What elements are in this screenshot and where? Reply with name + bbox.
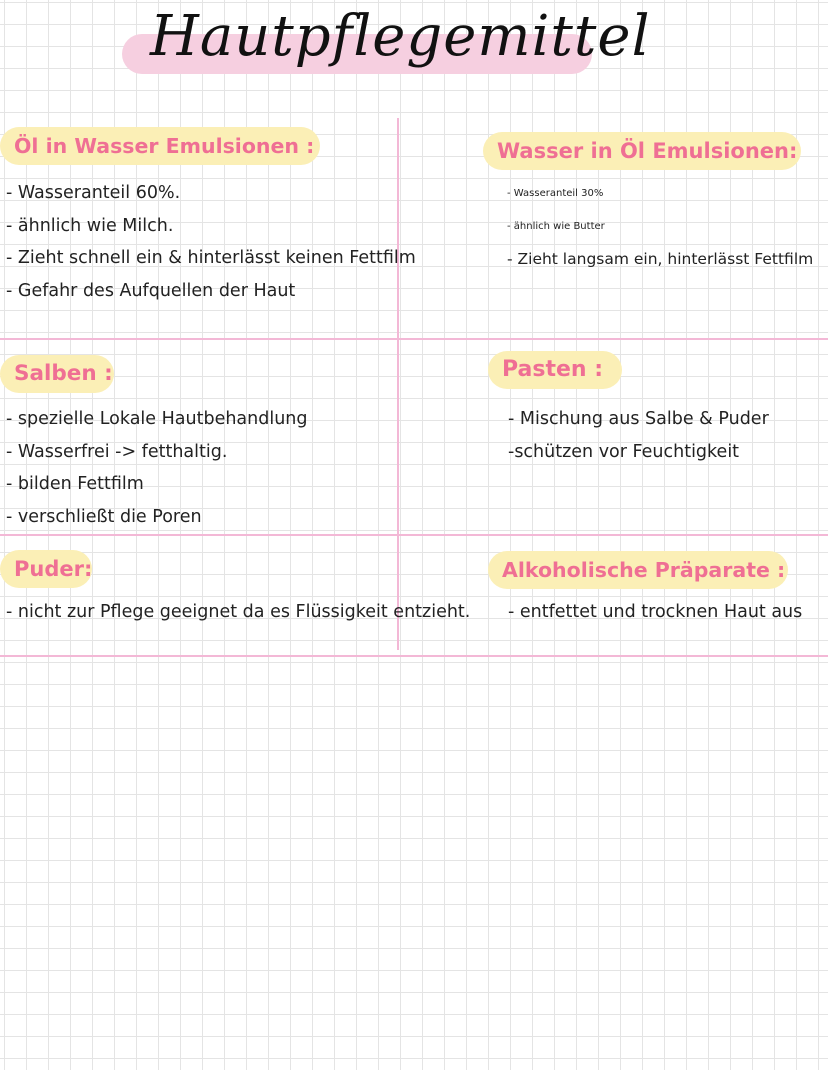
heading-oel-in-wasser: Öl in Wasser Emulsionen : xyxy=(0,127,320,165)
list-item: - ähnlich wie Butter xyxy=(507,220,605,232)
list-wasser-in-oel xyxy=(507,178,813,276)
heading-alkoholische-praeparate: Alkoholische Präparate : xyxy=(488,551,788,589)
list-item: - Wasseranteil 60%. xyxy=(6,183,181,203)
divider-row-2 xyxy=(0,534,828,536)
list-item: - Wasseranteil 30% xyxy=(507,188,604,199)
divider-row-1 xyxy=(0,338,828,340)
list-item: - Zieht schnell ein & hinterlässt keinen Fettfilm xyxy=(6,248,416,268)
list-alkoholische-praeparate xyxy=(508,596,802,629)
list-item: - Mischung aus Salbe & Puder xyxy=(508,409,769,429)
list-oel-in-wasser xyxy=(6,177,416,307)
heading-puder: Puder: xyxy=(0,550,92,588)
list-item: - verschließt die Poren xyxy=(6,506,202,527)
list-puder xyxy=(6,596,470,629)
divider-row-3 xyxy=(0,655,828,657)
list-salben xyxy=(6,403,308,533)
list-item: - entfettet und trocknen Haut aus xyxy=(508,602,803,622)
list-item: - Gefahr des Aufquellen der Haut xyxy=(6,280,296,301)
list-item: - Wasserfrei -> fetthaltig. xyxy=(6,441,228,462)
list-item: - nicht zur Pflege geeignet da es Flüssigkeit entzieht. xyxy=(6,602,471,622)
list-item: -schützen vor Feuchtigkeit xyxy=(508,441,740,462)
list-item: - bilden Fettfilm xyxy=(6,474,144,494)
page-title: Hautpflegemittel xyxy=(150,4,651,69)
list-item: - ähnlich wie Milch. xyxy=(6,215,174,236)
heading-salben: Salben : xyxy=(0,355,114,393)
list-item: - spezielle Lokale Hautbehandlung xyxy=(6,409,308,429)
heading-pasten: Pasten : xyxy=(488,351,622,389)
list-pasten xyxy=(508,403,769,468)
list-item: - Zieht langsam ein, hinterlässt Fettfilm xyxy=(507,250,814,268)
heading-wasser-in-oel: Wasser in Öl Emulsionen: xyxy=(483,132,801,170)
